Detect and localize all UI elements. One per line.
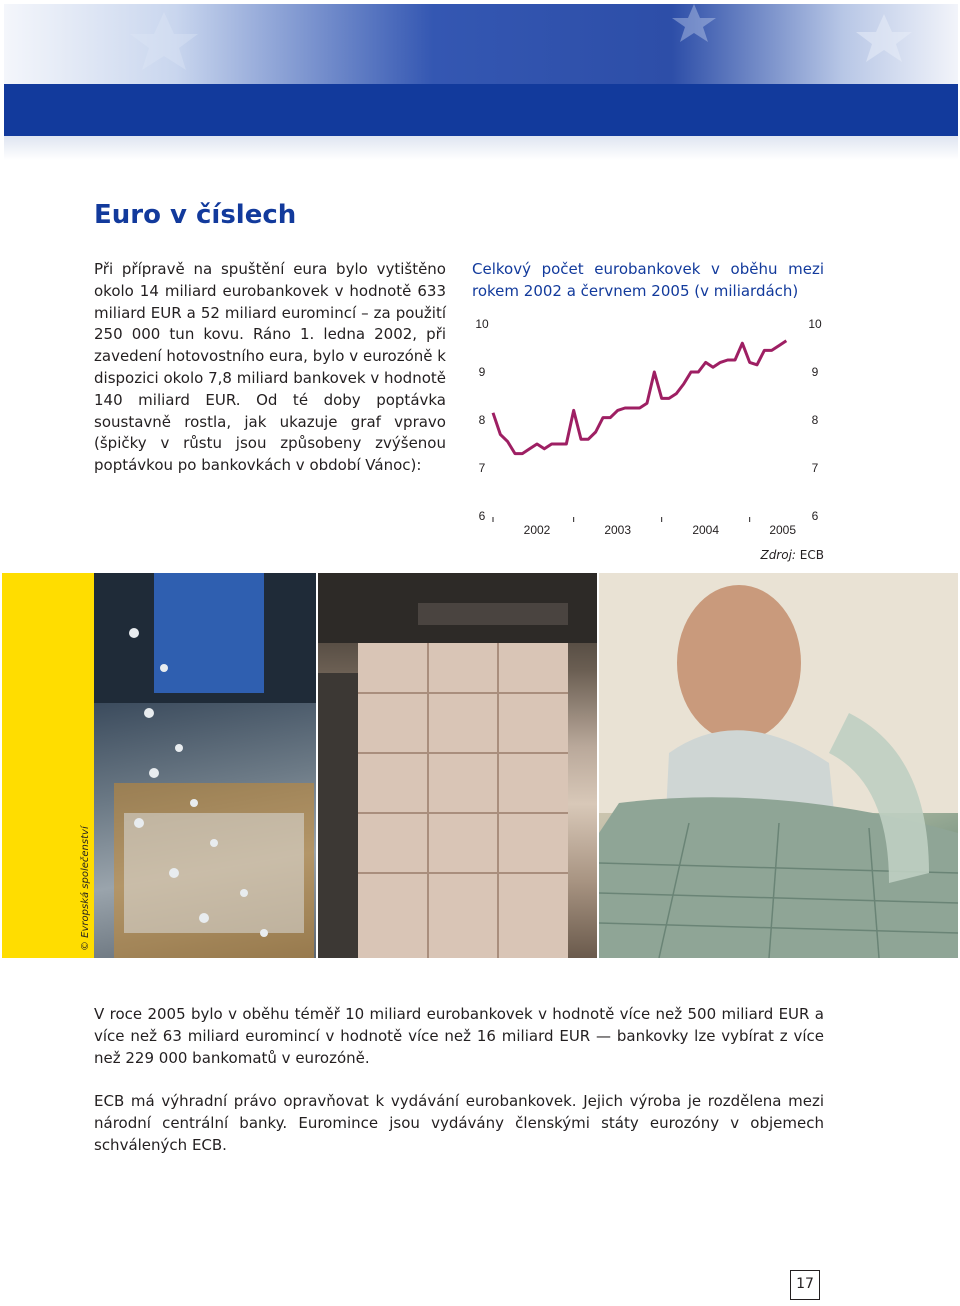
y-tick-left-label: 9 bbox=[478, 365, 486, 379]
photo-banknote-inspection bbox=[599, 573, 958, 958]
body-paragraph-2: ECB má výhradní právo opravňovat k vydávání eurobankovek. Jejich výroba je rozdělena mezi národní centrální banky. Euromince jsou vydávány členskými státy eurozóny v objemech schválených ECB. bbox=[94, 1092, 824, 1154]
x-tick-label: 2005 bbox=[769, 523, 797, 537]
chart-source bbox=[760, 548, 824, 562]
chart-title: Celkový počet eurobankovek v oběhu mezi rokem 2002 a červnem 2005 (v miliardách) bbox=[472, 260, 824, 300]
y-tick-right-label: 6 bbox=[811, 509, 819, 523]
y-tick-left-label: 10 bbox=[475, 317, 489, 331]
y-axis-right bbox=[808, 317, 822, 523]
y-axis-left bbox=[475, 317, 489, 523]
intro-paragraph: Při přípravě na spuštění eura bylo vytištěno okolo 14 miliard eurobankovek v hodnotě 633 miliard EUR a 52 miliard euromincí – za použití 250 000 tun kovu. Ráno 1. ledna 2002, při zavedení hotovostního eura, bylo v eurozóně k dispozici okolo 7,8 miliard bankovek v hodnotě 140 miliard EUR. Od té doby poptávka soustavně rostla, jak ukazuje graf vpravo (špičky v růstu jsou způsobeny zvýšenou poptávkou po bankovkách v období Vánoc): bbox=[94, 260, 446, 475]
page-number: 17 bbox=[790, 1270, 820, 1300]
y-tick-right-label: 10 bbox=[808, 317, 822, 331]
y-tick-right-label: 9 bbox=[811, 365, 819, 379]
series-line bbox=[493, 341, 786, 454]
page-title: Euro v číslech bbox=[94, 200, 297, 230]
y-tick-right-label: 7 bbox=[811, 461, 819, 475]
y-tick-right-label: 8 bbox=[811, 413, 819, 427]
photo-credit: © Evropská společenství bbox=[80, 826, 91, 951]
header-banner bbox=[4, 4, 958, 160]
y-tick-left-label: 7 bbox=[478, 461, 486, 475]
y-tick-left-label: 6 bbox=[478, 509, 486, 523]
x-tick-label: 2004 bbox=[692, 523, 720, 537]
banner-stars-decoration bbox=[4, 4, 958, 160]
banknotes-line-chart bbox=[460, 306, 840, 544]
photo-banknote-printing bbox=[318, 573, 597, 958]
x-tick-label: 2002 bbox=[523, 523, 551, 537]
chart-series bbox=[493, 341, 786, 454]
body-paragraph-1: V roce 2005 bylo v oběhu téměř 10 miliard eurobankovek v hodnotě více než 500 miliard EUR a více než 63 miliard euromincí v hodnotě více než 16 miliard EUR — bankovky lze vybírat z více než 229 000 bankomatů v eurozóně. bbox=[94, 1005, 824, 1067]
y-tick-left-label: 8 bbox=[478, 413, 486, 427]
photo-strip bbox=[2, 573, 958, 958]
photo-coin-minting bbox=[94, 573, 316, 958]
x-axis bbox=[493, 517, 796, 537]
source-value: ECB bbox=[799, 548, 824, 562]
source-label: Zdroj: bbox=[760, 548, 796, 562]
x-tick-label: 2003 bbox=[604, 523, 632, 537]
